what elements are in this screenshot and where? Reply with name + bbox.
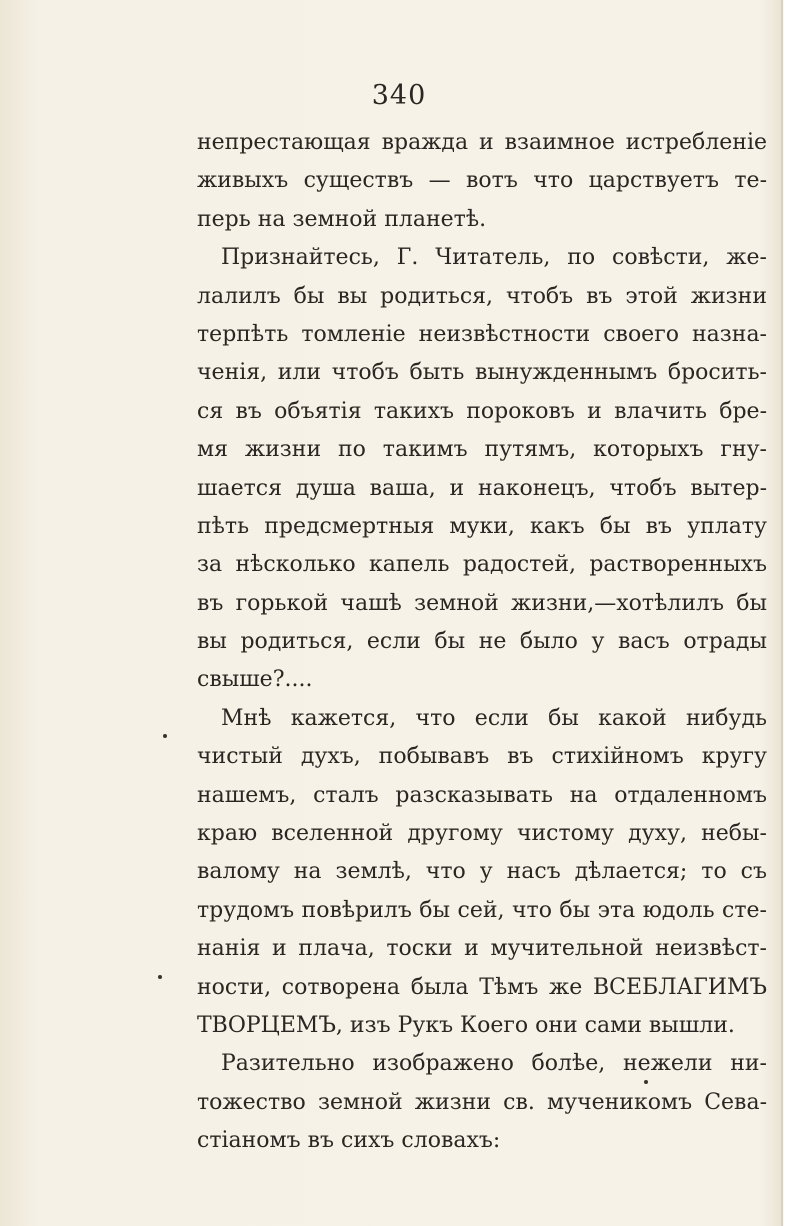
text-line: непрестающая вражда и взаимное истребленіе xyxy=(197,130,767,155)
text-line: вы родиться, если бы не было у васъ отрады xyxy=(197,629,767,655)
text-line: въ горькой чашѣ земной жизни,—хотѣлилъ бы xyxy=(197,590,767,616)
text-line: живыхъ существъ — вотъ что царствуетъ те- xyxy=(197,168,767,194)
text-line: чистый духъ, побывавъ въ стихійномъ кругу xyxy=(197,744,767,770)
text-line: валому на землѣ, что у насъ дѣлается; то съ xyxy=(197,859,767,885)
text-line: мя жизни по такимъ путямъ, которыхъ гну- xyxy=(197,437,767,463)
text-line: стіаномъ въ сихъ словахъ: xyxy=(197,1128,501,1154)
text-line: шается душа ваша, и наконецъ, чтобъ вытер- xyxy=(197,475,767,501)
text-line: пѣть предсмертныя муки, какъ бы въ уплату xyxy=(197,513,767,539)
ink-speck xyxy=(158,975,162,979)
text-line: нашемъ, сталъ разсказывать на отдаленномъ xyxy=(197,782,767,808)
text-line: лалилъ бы вы родиться, чтобъ въ этой жизни xyxy=(197,283,767,309)
text-line: Мнѣ кажется, что если бы какой нибудь xyxy=(221,705,767,731)
page-number: 340 xyxy=(371,80,427,111)
text-line: трудомъ повѣрилъ бы сей, что бы эта юдоль сте- xyxy=(197,897,767,923)
text-line: Признайтесь, Г. Читатель, по совѣсти, же- xyxy=(221,245,767,271)
text-line: тожество земной жизни св. мученикомъ Сева- xyxy=(197,1089,767,1115)
text-line: ченія, или чтобъ быть вынужденнымъ бросить- xyxy=(197,360,767,386)
text-line: ТВОРЦЕМЪ, изъ Рукъ Коего они сами вышли. xyxy=(197,1012,735,1038)
page-edge xyxy=(781,0,783,1226)
text-line: нанія и плача, тоски и мучительной неизвѣст- xyxy=(197,936,767,962)
text-line: свыше?.... xyxy=(197,667,313,693)
text-line: ся въ объятія такихъ пороковъ и влачить бре- xyxy=(197,398,767,424)
ink-speck xyxy=(163,734,167,738)
text-line: за нѣсколько капель радостей, растворенныхъ xyxy=(197,552,767,578)
text-line: перь на земной планетѣ. xyxy=(197,206,487,232)
text-line: ности, сотворена была Тѣмъ же ВСЕБЛАГИМЪ xyxy=(197,974,767,1000)
ink-speck xyxy=(644,1080,648,1084)
body-text xyxy=(197,124,767,1161)
text-line: краю вселенной другому чистому духу, небы- xyxy=(197,821,767,847)
text-line: терпѣть томленіе неизвѣстности своего назна- xyxy=(197,321,767,347)
text-line: Разительно изображено болѣе, нежели ни- xyxy=(221,1051,767,1077)
